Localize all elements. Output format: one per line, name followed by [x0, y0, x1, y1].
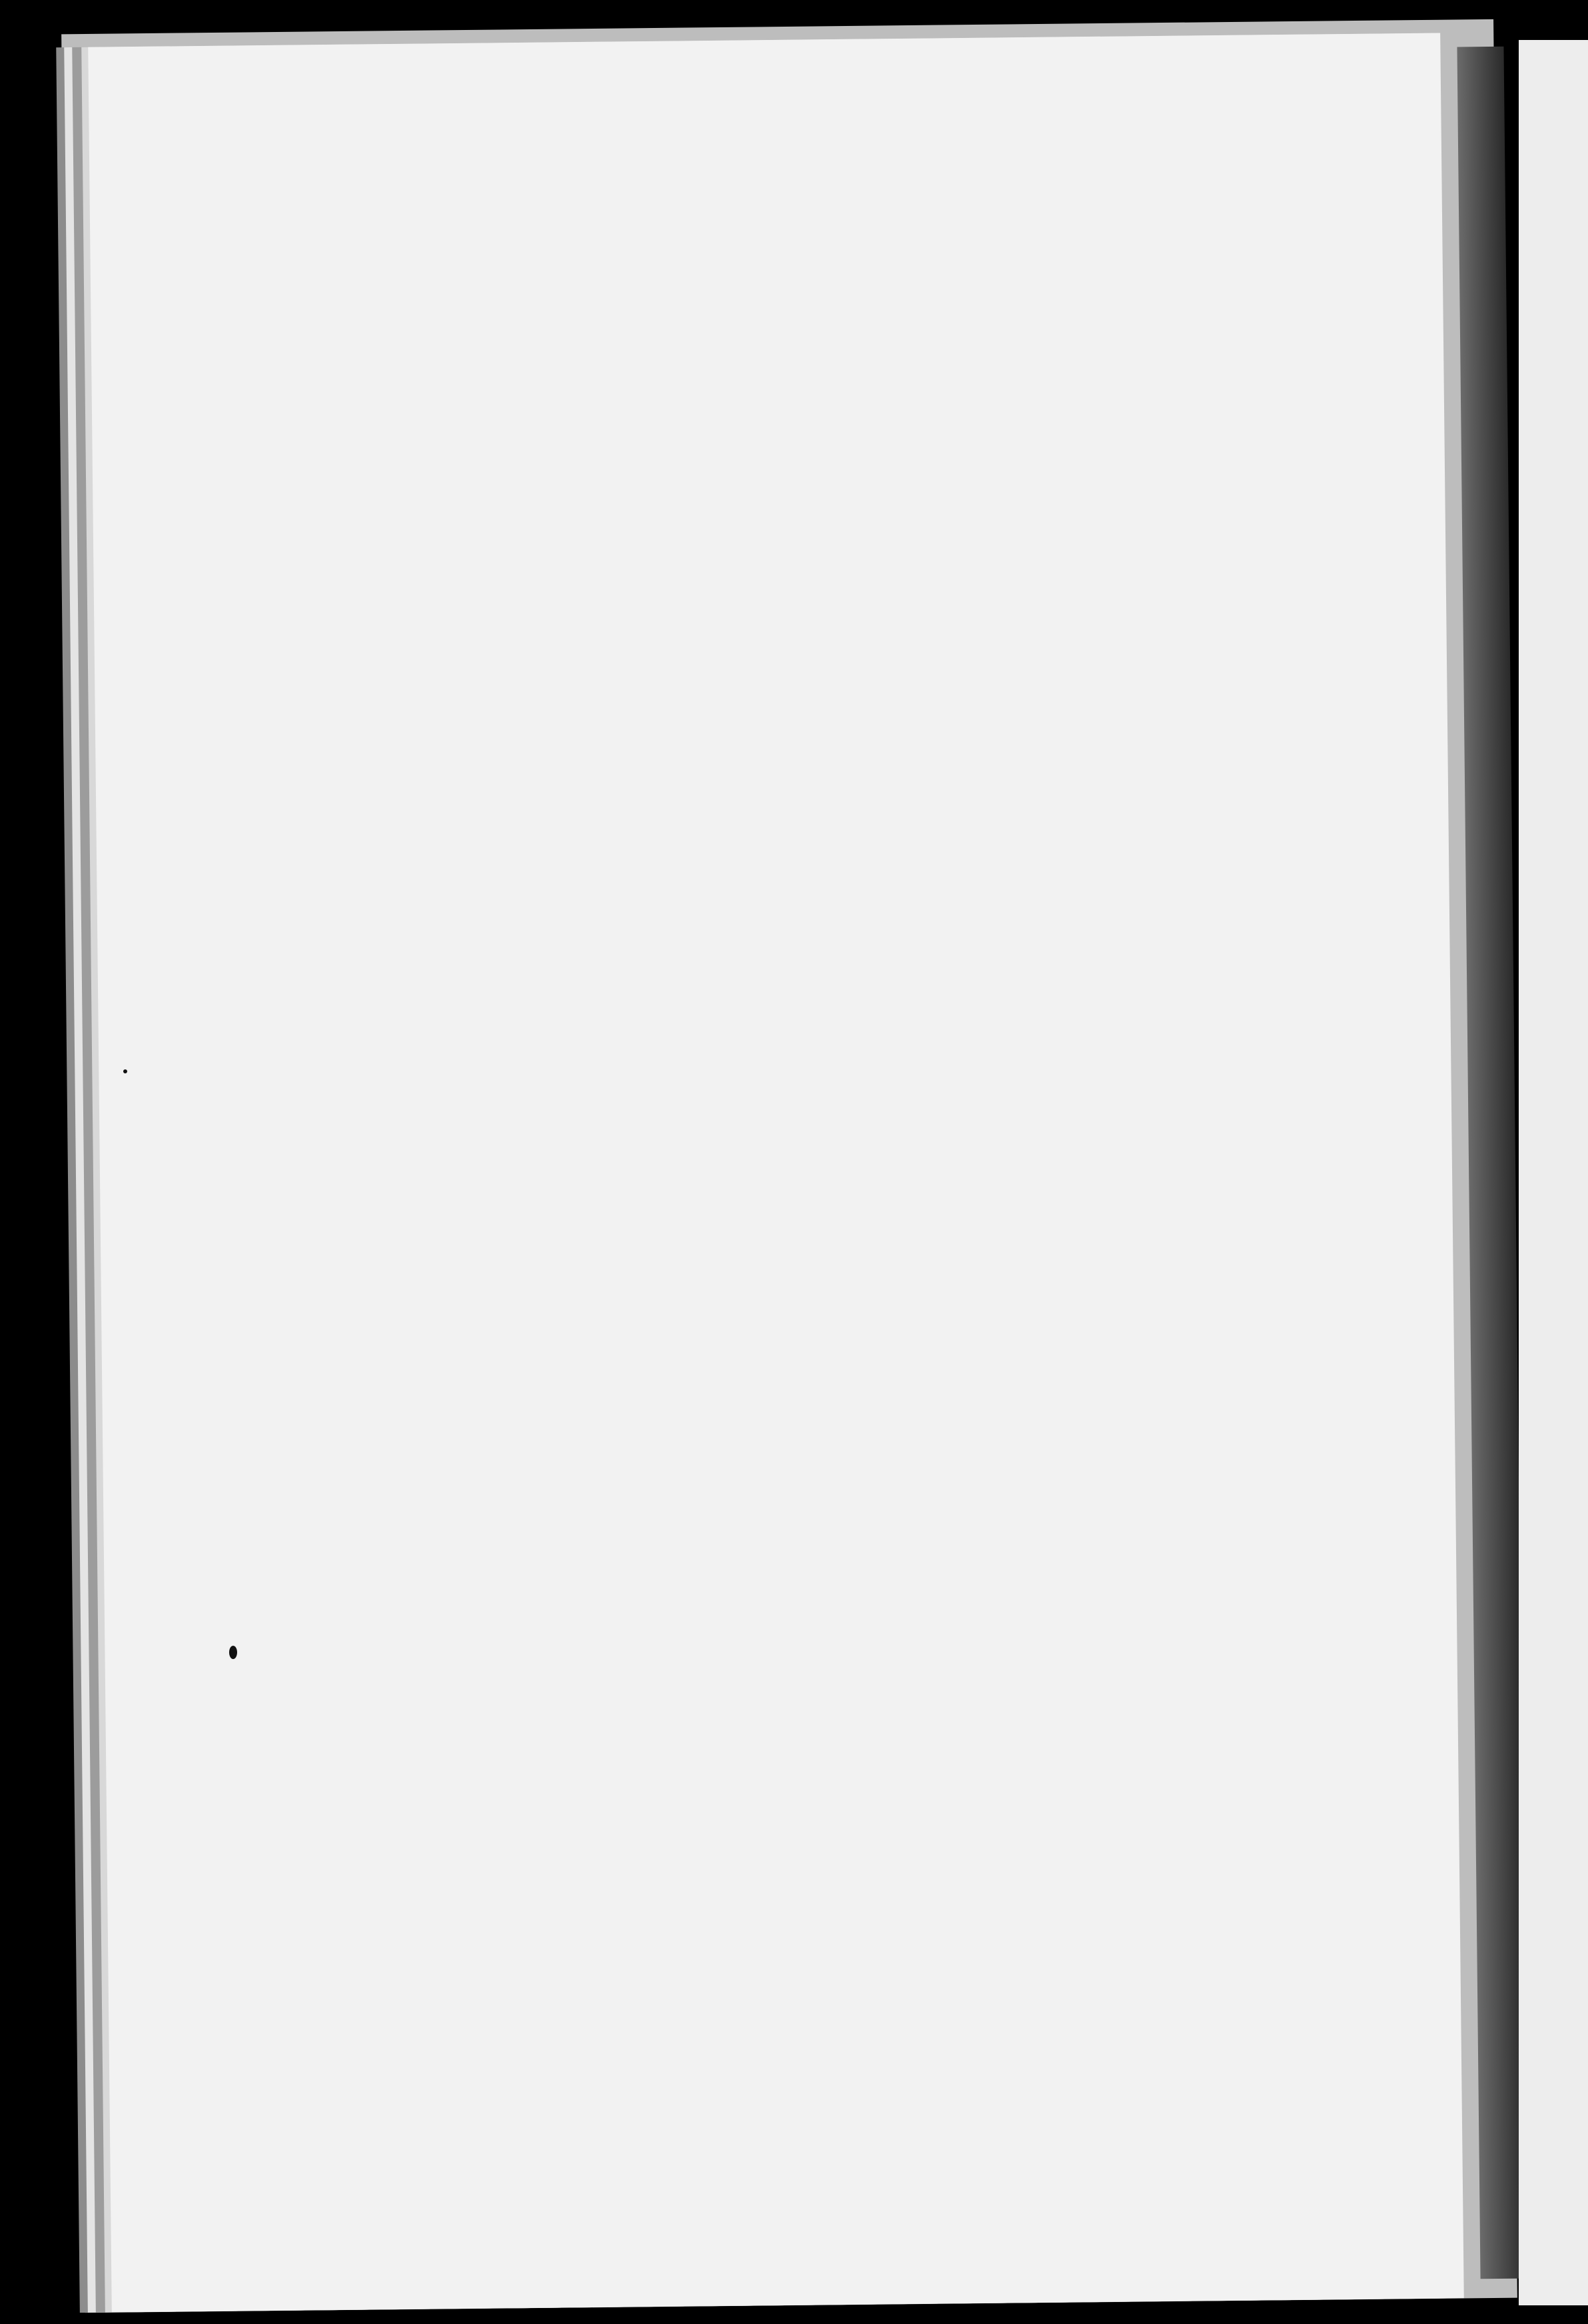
book-page — [88, 33, 1463, 2312]
ink-speck — [123, 1069, 127, 1073]
facing-page-edge — [1519, 40, 1588, 2305]
ink-speck — [229, 1646, 237, 1659]
contents-page — [343, 243, 1431, 380]
